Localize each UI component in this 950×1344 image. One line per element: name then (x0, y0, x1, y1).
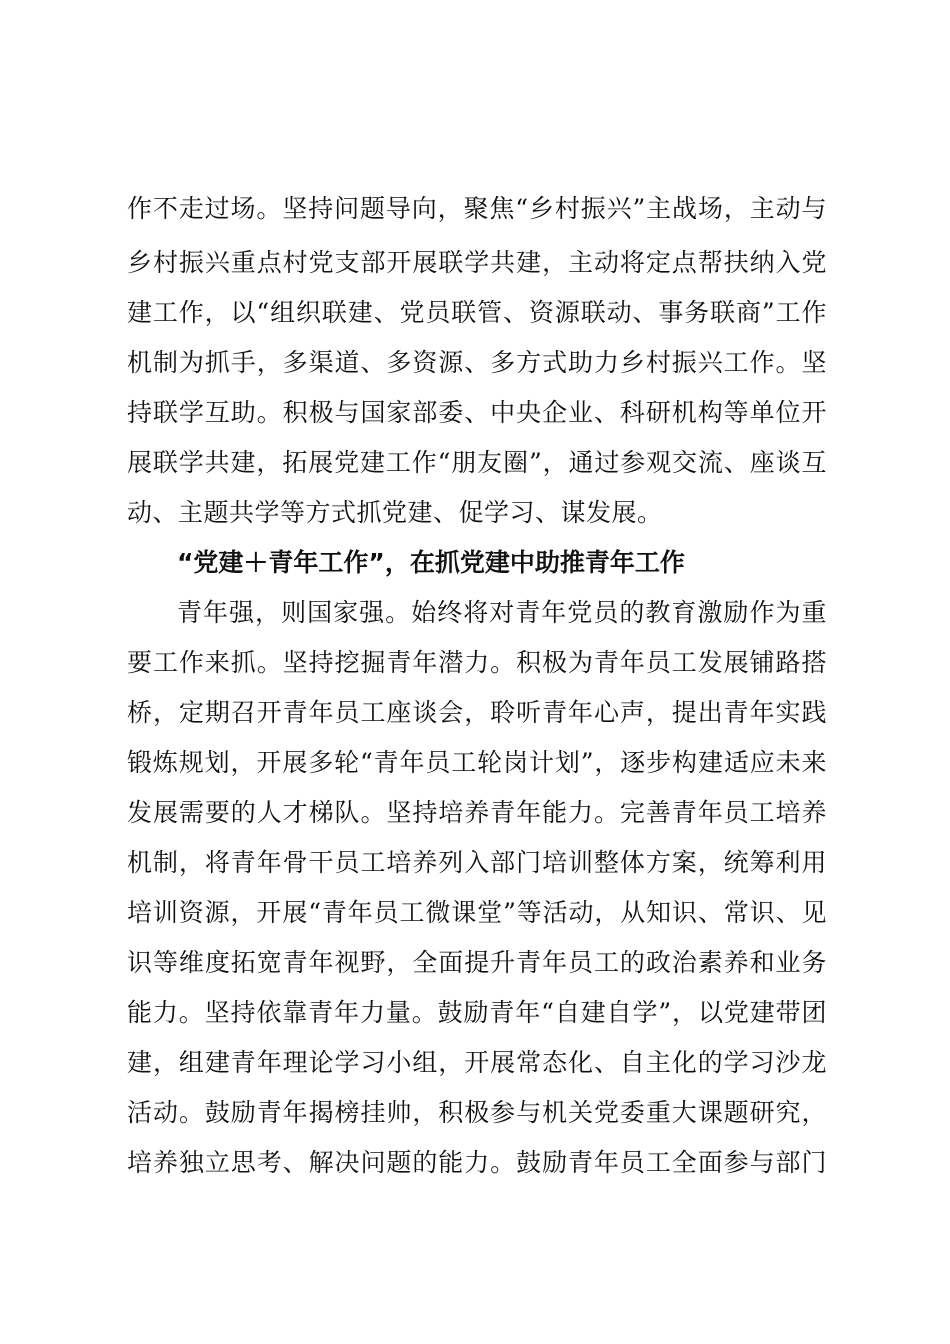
paragraph-1-line-7: 动、主题共学等方式抓党建、促学习、谋发展。 (127, 498, 663, 527)
paragraph-2-line-1: 青年强，则国家强。始终将对青年党员的教育激励作为重 (177, 598, 827, 627)
paragraph-2-line-2: 要工作来抓。坚持挖掘青年潜力。积极为青年员工发展铺路搭 (127, 648, 827, 677)
paragraph-2-line-8: 识等维度拓宽青年视野，全面提升青年员工的政治素养和业务 (127, 948, 827, 977)
paragraph-2-line-9: 能力。坚持依靠青年力量。鼓励青年“自建自学”，以党建带团 (127, 998, 827, 1027)
paragraph-2-line-6: 机制，将青年骨干员工培养列入部门培训整体方案，统筹利用 (127, 848, 827, 877)
paragraph-2-line-11: 活动。鼓励青年揭榜挂帅，积极参与机关党委重大课题研究， (127, 1098, 827, 1127)
paragraph-2-line-12: 培养独立思考、解决问题的能力。鼓励青年员工全面参与部门 (127, 1148, 827, 1177)
paragraph-1-line-2: 乡村振兴重点村党支部开展联学共建，主动将定点帮扶纳入党 (127, 248, 827, 277)
paragraph-2-line-7: 培训资源，开展“青年员工微课堂”等活动，从知识、常识、见 (127, 898, 827, 927)
paragraph-2-line-4: 锻炼规划，开展多轮“青年员工轮岗计划”，逐步构建适应未来 (127, 748, 827, 777)
paragraph-1-line-5: 持联学互助。积极与国家部委、中央企业、科研机构等单位开 (127, 398, 827, 427)
paragraph-2-line-5: 发展需要的人才梯队。坚持培养青年能力。完善青年员工培养 (127, 798, 827, 827)
paragraph-1-line-4: 机制为抓手，多渠道、多资源、多方式助力乡村振兴工作。坚 (127, 348, 827, 377)
paragraph-1-line-6: 展联学共建，拓展党建工作“朋友圈”，通过参观交流、座谈互 (127, 448, 827, 477)
paragraph-2-line-3: 桥，定期召开青年员工座谈会，聆听青年心声，提出青年实践 (127, 698, 827, 727)
paragraph-1-line-3: 建工作，以“组织联建、党员联管、资源联动、事务联商”工作 (127, 298, 827, 327)
paragraph-2-line-10: 建，组建青年理论学习小组，开展常态化、自主化的学习沙龙 (127, 1048, 827, 1077)
paragraph-1-line-1: 作不走过场。坚持问题导向，聚焦“乡村振兴”主战场，主动与 (127, 194, 827, 223)
section-heading: “党建＋青年工作”，在抓党建中助推青年工作 (177, 548, 685, 577)
